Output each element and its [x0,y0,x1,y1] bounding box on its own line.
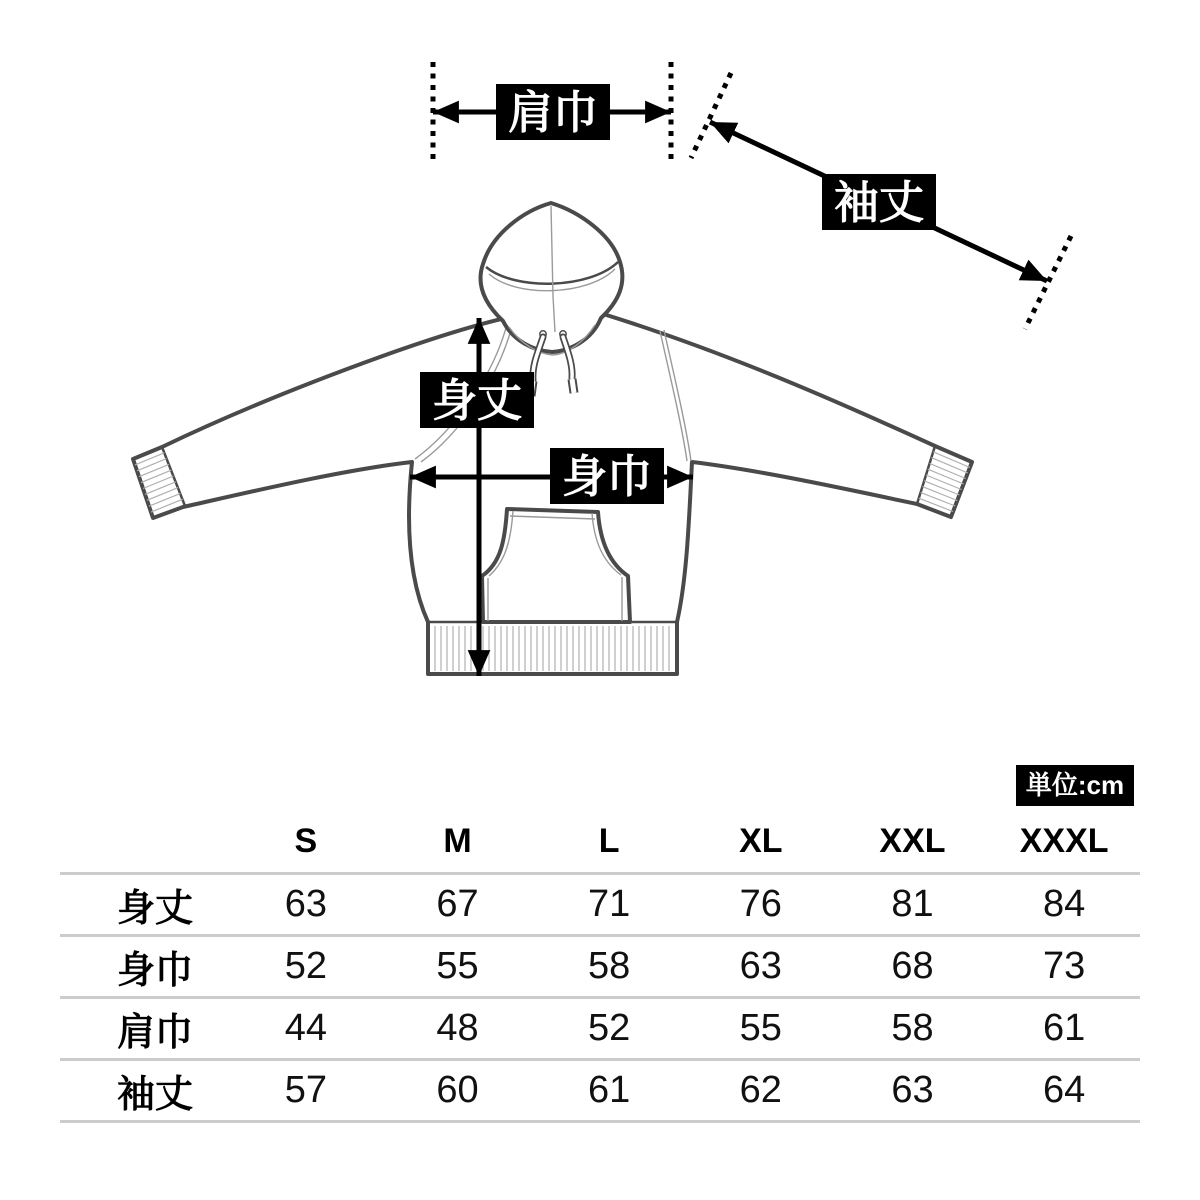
unit-badge: 単位:cm [1016,765,1134,806]
column-header-s: S [230,811,382,874]
size-value-cell: 61 [988,998,1140,1060]
size-value-cell: 71 [533,874,685,936]
size-value-cell: 55 [685,998,837,1060]
hem-band-ribbing [431,626,674,671]
size-value-cell: 63 [230,874,382,936]
table-row-body-length [60,874,1140,936]
size-value-cell: 73 [988,936,1140,998]
dotted-extension-line [691,73,731,158]
size-table [60,811,1140,1123]
shoulder-width-label: 肩巾 [507,87,599,138]
size-value-cell: 52 [230,936,382,998]
table-row-body-width [60,936,1140,998]
size-value-cell: 48 [382,998,534,1060]
table-row-shoulder-width [60,998,1140,1060]
size-value-cell: 58 [533,936,685,998]
row-label: 袖丈 [60,1060,230,1122]
column-header-xxl: XXL [837,811,989,874]
column-header-m: M [382,811,534,874]
shoulder-width-annotation [433,62,671,160]
body-length-label: 身丈 [431,375,523,426]
row-label: 肩巾 [60,998,230,1060]
size-value-cell: 64 [988,1060,1140,1122]
dotted-extension-line [1025,236,1071,329]
size-value-cell: 81 [837,874,989,936]
hoodie-drawing [133,203,972,674]
size-value-cell: 58 [837,998,989,1060]
size-value-cell: 63 [837,1060,989,1122]
size-value-cell: 55 [382,936,534,998]
body-width-label: 身巾 [561,451,653,502]
size-value-cell: 60 [382,1060,534,1122]
sleeve-length-annotation [691,73,1071,329]
size-value-cell: 44 [230,998,382,1060]
size-value-cell: 67 [382,874,534,936]
size-value-cell: 57 [230,1060,382,1122]
size-value-cell: 62 [685,1060,837,1122]
size-value-cell: 84 [988,874,1140,936]
row-label: 身巾 [60,936,230,998]
table-row-sleeve-length [60,1060,1140,1122]
column-header-l: L [533,811,685,874]
row-label: 身丈 [60,874,230,936]
size-value-cell: 68 [837,936,989,998]
column-header-xxxl: XXXL [988,811,1140,874]
hem-band [428,622,677,671]
size-value-cell: 76 [685,874,837,936]
sleeve-length-label: 袖丈 [833,177,925,228]
size-value-cell: 52 [533,998,685,1060]
column-header-xl: XL [685,811,837,874]
size-value-cell: 61 [533,1060,685,1122]
size-table-header-row [60,811,1140,874]
corner-cell [60,811,230,874]
size-value-cell: 63 [685,936,837,998]
